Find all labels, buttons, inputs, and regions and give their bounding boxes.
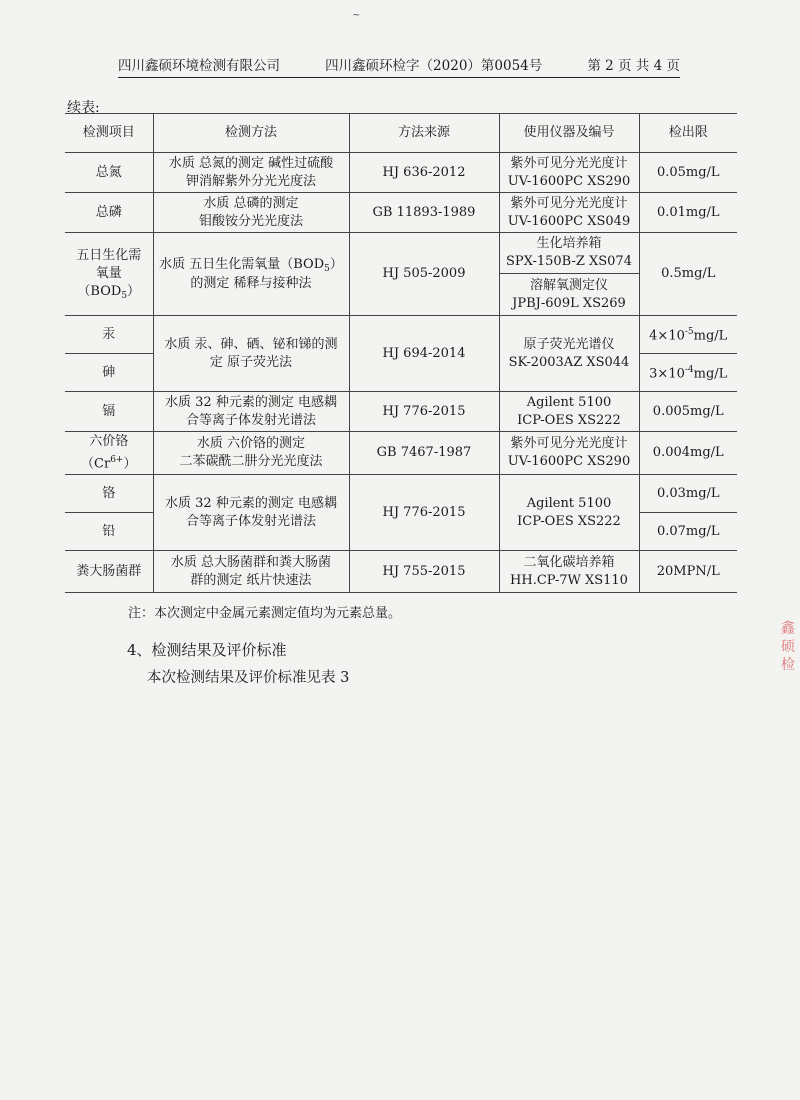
method-cell	[153, 392, 349, 432]
limit-cell: 0.004mg/L	[639, 432, 737, 475]
method-cell	[153, 233, 349, 316]
limit-cell: 0.07mg/L	[639, 513, 737, 551]
method-cell	[153, 475, 349, 551]
table-row	[65, 233, 737, 274]
limit-cell	[639, 354, 737, 392]
header-item: 检测项目	[65, 114, 153, 153]
table-row	[65, 475, 737, 513]
source-cell: GB 11893-1989	[349, 193, 499, 233]
instrument-cell	[499, 153, 639, 193]
method-line: 定 原子荧光法	[209, 354, 293, 370]
item-cell: 砷	[65, 354, 153, 392]
method-line: 钼酸铵分光光度法	[198, 213, 303, 229]
seal-stamp: 鑫 硕 检	[779, 620, 795, 671]
method-line: 合等离子体发射光谱法	[185, 513, 316, 529]
table-note: 注：本次测定中金属元素测定值均为元素总量。	[128, 606, 402, 621]
item-cell: 总磷	[65, 193, 153, 233]
page-info: 第 2 页 共 4 页	[587, 58, 680, 74]
limit-text: mg/L	[693, 366, 728, 382]
source-cell: HJ 755-2015	[349, 551, 499, 593]
method-line: 水质 32 种元素的测定 电感耦	[165, 394, 337, 410]
method-line: 水质 总大肠菌群和粪大肠菌	[170, 554, 332, 570]
method-line: 水质 总磷的测定	[203, 195, 299, 211]
source-cell: HJ 505-2009	[349, 233, 499, 316]
method-line: 群的测定 纸片快速法	[190, 572, 312, 588]
item-cell: 铬	[65, 475, 153, 513]
header-source: 方法来源	[349, 114, 499, 153]
instrument-line: Agilent 5100	[526, 394, 612, 410]
instrument-line: 生化培养箱	[536, 236, 602, 251]
instrument-line: 溶解氧测定仪	[529, 277, 608, 293]
instrument-line: 紫外可见分光光度计	[510, 436, 628, 452]
instrument-cell	[499, 475, 639, 551]
exponent: -5	[684, 327, 694, 338]
method-text: ）	[329, 256, 343, 272]
item-text: （Cr	[81, 456, 111, 472]
method-cell	[153, 193, 349, 233]
scan-mark: ~	[352, 10, 361, 21]
instrument-cell	[499, 551, 639, 593]
instrument-cell	[499, 274, 639, 316]
limit-cell: 0.03mg/L	[639, 475, 737, 513]
method-line: 水质 汞、砷、硒、铋和锑的测	[164, 336, 338, 352]
item-text: 氧量（BOD	[77, 265, 122, 299]
instrument-line: SPX-150B-Z XS074	[506, 254, 632, 269]
instrument-line: SK-2003AZ XS044	[508, 354, 630, 370]
instrument-line: Agilent 5100	[526, 495, 612, 511]
item-text: ）	[123, 456, 137, 472]
item-cell: 汞	[65, 316, 153, 354]
limit-cell	[639, 316, 737, 354]
method-line: 钾消解紫外分光光度法	[185, 173, 316, 189]
method-line: 水质 总氮的测定 碱性过硫酸	[168, 155, 334, 171]
source-cell: GB 7467-1987	[349, 432, 499, 475]
instrument-cell	[499, 392, 639, 432]
instrument-line: 紫外可见分光光度计	[510, 155, 628, 171]
instrument-line: 紫外可见分光光度计	[510, 195, 628, 211]
item-line	[68, 451, 150, 473]
header-limit: 检出限	[639, 114, 737, 153]
method-line: 水质 六价铬的测定	[196, 436, 306, 452]
detection-methods-table	[65, 113, 737, 593]
subscript: 5	[324, 263, 330, 274]
table-row	[65, 153, 737, 193]
report-number: 四川鑫硕环检字（2020）第0054号	[325, 58, 543, 74]
item-cell: 粪大肠菌群	[65, 551, 153, 593]
continued-label: 续表:	[67, 100, 100, 116]
method-line: 二苯碳酰二肼分光光度法	[179, 454, 323, 470]
source-cell: HJ 694-2014	[349, 316, 499, 392]
header-method: 检测方法	[153, 114, 349, 153]
item-cell: 铅	[65, 513, 153, 551]
instrument-line: 二氧化碳培养箱	[523, 554, 615, 570]
item-cell	[65, 432, 153, 475]
instrument-cell	[499, 233, 639, 274]
item-cell	[65, 233, 153, 316]
instrument-line: HH.CP-7W XS110	[510, 572, 628, 588]
source-cell: HJ 776-2015	[349, 392, 499, 432]
limit-cell: 0.005mg/L	[639, 392, 737, 432]
instrument-line: 原子荧光光谱仪	[523, 336, 615, 352]
exponent: -4	[684, 365, 694, 376]
limit-text: 4×10	[649, 328, 685, 344]
instrument-cell	[499, 316, 639, 392]
table-row	[65, 432, 737, 475]
limit-cell: 0.05mg/L	[639, 153, 737, 193]
section-heading: 4、检测结果及评价标准	[127, 641, 287, 659]
instrument-line: UV-1600PC XS049	[507, 213, 631, 229]
item-text: ）	[127, 283, 141, 299]
instrument-line: UV-1600PC XS290	[507, 454, 631, 470]
table-row	[65, 193, 737, 233]
method-cell	[153, 316, 349, 392]
limit-text: mg/L	[693, 328, 728, 344]
instrument-line: ICP-OES XS222	[517, 412, 621, 428]
instrument-cell	[499, 432, 639, 475]
method-text: 水质 五日生化需氧量（BOD	[159, 256, 325, 272]
section-body: 本次检测结果及评价标准见表 3	[147, 670, 350, 686]
table-row	[65, 316, 737, 354]
instrument-line: ICP-OES XS222	[517, 513, 621, 529]
page-header	[118, 54, 680, 78]
instrument-line: JPBJ-609L XS269	[512, 295, 626, 311]
method-cell	[153, 432, 349, 475]
source-cell: HJ 636-2012	[349, 153, 499, 193]
company-name: 四川鑫硕环境检测有限公司	[118, 58, 280, 74]
limit-cell: 0.5mg/L	[639, 233, 737, 316]
method-cell	[153, 551, 349, 593]
method-line	[157, 256, 346, 275]
table-header-row	[65, 114, 737, 153]
instrument-line: UV-1600PC XS290	[507, 173, 631, 189]
method-line: 合等离子体发射光谱法	[185, 412, 316, 428]
limit-cell: 0.01mg/L	[639, 193, 737, 233]
item-line	[68, 265, 150, 302]
superscript: 6+	[110, 455, 124, 465]
item-line: 五日生化需	[76, 247, 142, 263]
subscript: 5	[121, 290, 128, 301]
instrument-cell	[499, 193, 639, 233]
limit-text: 3×10	[649, 366, 685, 382]
limit-cell: 20MPN/L	[639, 551, 737, 593]
method-line: 水质 32 种元素的测定 电感耦	[165, 495, 337, 511]
header-instrument: 使用仪器及编号	[499, 114, 639, 153]
table-row	[65, 551, 737, 593]
item-line: 六价铬	[89, 434, 129, 449]
method-line: 的测定 稀释与接种法	[190, 275, 312, 291]
item-cell: 镉	[65, 392, 153, 432]
item-cell: 总氮	[65, 153, 153, 193]
table-row	[65, 392, 737, 432]
method-cell	[153, 153, 349, 193]
source-cell: HJ 776-2015	[349, 475, 499, 551]
